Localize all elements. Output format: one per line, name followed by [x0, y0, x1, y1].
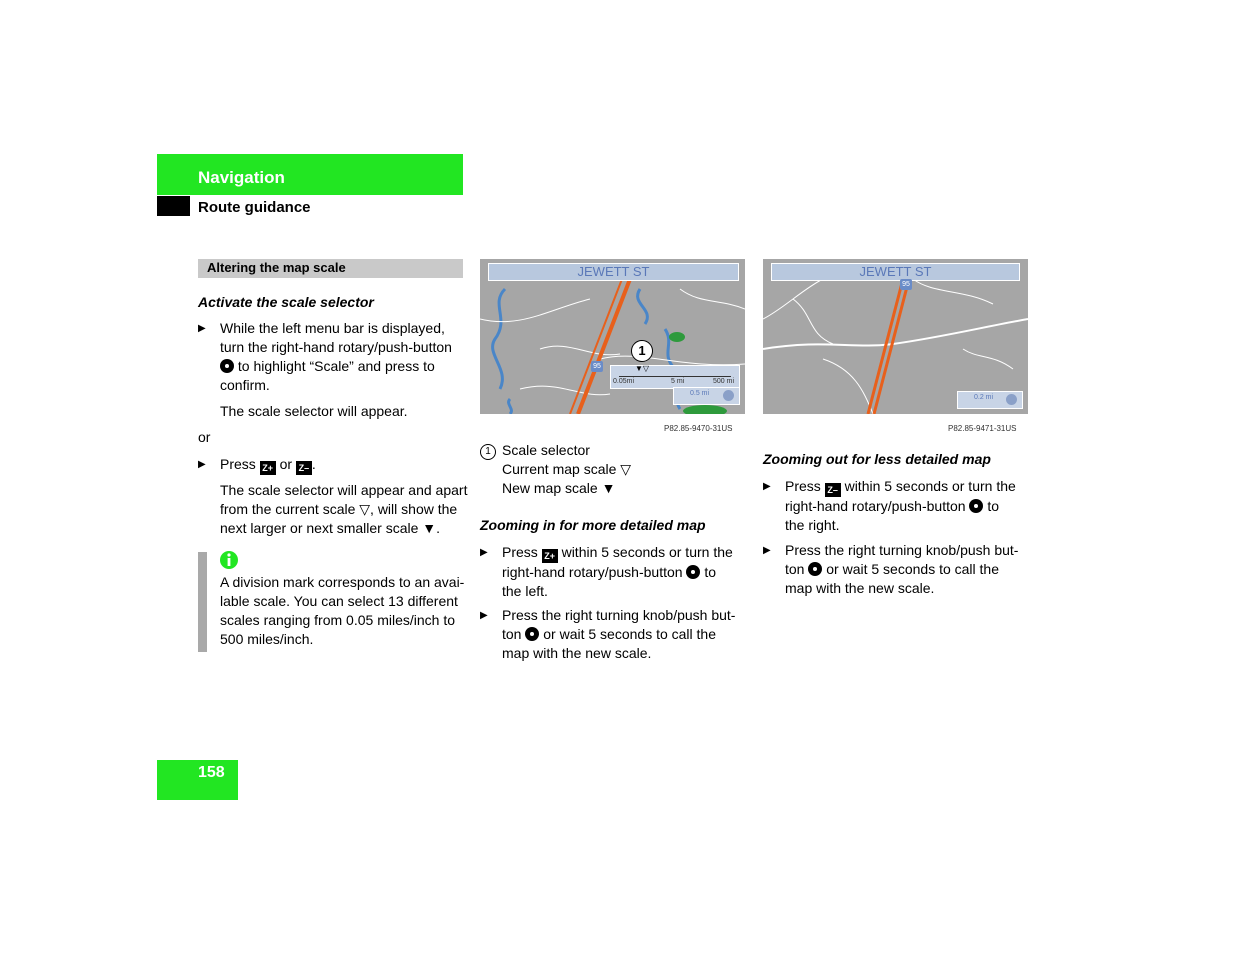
zoom-out-step-1: Press Z– within 5 seconds or turn the right-hand rotary/push-button to the right.: [785, 478, 1016, 533]
info-icon: [219, 550, 239, 570]
scale-markers-icon: ▼▽: [635, 364, 650, 373]
page-number: 158: [198, 764, 225, 781]
map-screenshot-zoom-in: [480, 259, 745, 414]
map-screenshot-zoom-out: [763, 259, 1028, 414]
scale-label-min: 0.05mi: [613, 378, 635, 385]
street-name-bar: JEWETT ST: [771, 263, 1020, 281]
legend-items: Scale selector Current map scale ▽ New map scale ▼: [502, 442, 632, 496]
bullet-icon: ▶: [480, 610, 488, 621]
scale-box-value: 0.2 mi: [974, 394, 994, 401]
zoom-out-key-icon: Z–: [825, 483, 841, 497]
zoom-in-heading: Zooming in for more detailed map: [480, 517, 706, 533]
zoom-out-heading: Zooming out for less detailed map: [763, 451, 991, 467]
bullet-icon: ▶: [198, 323, 206, 334]
result-scale-appears: The scale selector will appear.: [220, 403, 408, 419]
rotary-button-icon: [220, 359, 234, 373]
zoom-out-key-icon: Z–: [296, 461, 312, 475]
info-sidebar: [198, 552, 207, 652]
knob-button-icon: [808, 562, 822, 576]
route-shield: 95: [900, 279, 912, 290]
bullet-icon: ▶: [763, 545, 771, 556]
activate-heading: Activate the scale selector: [198, 294, 374, 310]
scale-box: [957, 391, 1023, 409]
compass-icon: [1006, 394, 1017, 405]
step-press-keys: Press Z+ or Z– .: [220, 456, 316, 473]
map2-caption: P82.85-9471-31US: [948, 424, 1017, 433]
section-title: Altering the map scale: [207, 260, 346, 275]
zoom-in-key-icon: Z+: [260, 461, 276, 475]
subheader-marker: [157, 196, 190, 216]
scale-label-max: 500 mi: [713, 378, 735, 385]
bullet-icon: ▶: [763, 481, 771, 492]
route-shield: 95: [591, 361, 603, 372]
scale-selector: [610, 365, 740, 389]
chapter-title: Navigation: [198, 168, 285, 187]
callout-1: 1: [631, 340, 653, 362]
compass-icon: [723, 390, 734, 401]
step-activate-rotary: While the left menu bar is displayed, turn the right-hand rotary/push-button to highlight “Scale” and press to confirm.: [220, 320, 452, 393]
info-note: A division mark corresponds to an avai- lable scale. You can select 13 different scales ranging from 0.05 miles/inch to 500 miles/inch.: [220, 574, 465, 647]
zoom-in-step-1: Press Z+ within 5 seconds or turn the right-hand rotary/push-button to the left.: [502, 544, 733, 599]
result-scale-selector: The scale selector will appear and apart from the current scale ▽, will show the next larger or next smaller scale ▼.: [220, 482, 468, 536]
street-name-bar: JEWETT ST: [488, 263, 739, 281]
or-text: or: [198, 429, 211, 445]
scale-box: [673, 387, 740, 405]
map1-caption: P82.85-9470-31US: [664, 424, 733, 433]
scale-label-mid: 5 mi: [671, 378, 685, 385]
rotary-button-icon: [969, 499, 983, 513]
bullet-icon: ▶: [480, 547, 488, 558]
section-subtitle: Route guidance: [198, 199, 311, 216]
zoom-in-key-icon: Z+: [542, 549, 558, 563]
zoom-in-step-2: Press the right turning knob/push but- ton or wait 5 seconds to call the map with the new scale.: [502, 607, 736, 661]
rotary-button-icon: [686, 565, 700, 579]
legend-number: 1: [480, 441, 496, 460]
zoom-out-step-2: Press the right turning knob/push but- ton or wait 5 seconds to call the map with the new scale.: [785, 542, 1019, 596]
scale-track: [619, 376, 731, 377]
knob-button-icon: [525, 627, 539, 641]
scale-box-value: 0.5 mi: [690, 390, 710, 397]
bullet-icon: ▶: [198, 459, 206, 470]
